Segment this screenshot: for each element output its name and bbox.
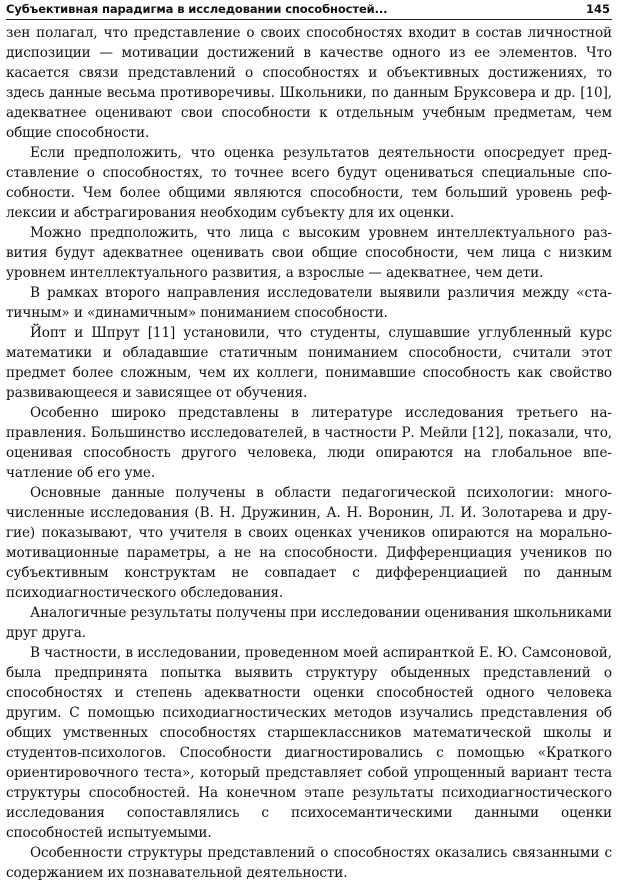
running-title: Субъективная парадигма в исследовании способностей... (6, 2, 388, 16)
body-text (6, 23, 612, 883)
paragraph: Йопт и Шпрут [11] установили, что студенты, слушавшие углубленный курс математики и обладавшие статичным пониманием способности, считали этот предмет более сложным, чем их коллеги, понимавшие способность как свойство развивающееся и зависящее от обучения. (6, 325, 612, 401)
paragraph: В рамках второго направления исследователи выявили различия между «статичным» и «динамичным» пониманием способности. (6, 285, 612, 321)
running-head (6, 0, 612, 20)
paragraph: зен полагал, что представление о своих способностях входит в состав личностной диспозиции — мотивации достижений в качестве одного из ее элементов. Что касается связи представлений о способностях и объективных достижениях, то здесь данные весьма противоречивы. Школьники, по данным Брукcовера и др. [10], адекватнее оценивают свои способности к отдельным учебным предметам, чем общие способности. (6, 25, 612, 141)
paragraph: Если предположить, что оценка результатов деятельности опосредует представление о способностях, то точнее всего будут оцениваться специальные способности. Чем более общими являются способности, тем больший уровень рефлексии и абстрагирования необходим субъекту для их оценки. (6, 145, 612, 221)
paragraph: В частности, в исследовании, проведенном моей аспиранткой Е. Ю. Самсоновой, была предпринята попытка выявить структуру обыденных представлений о способностях и степень адекватности оценки способностей одного человека другим. С помощью психодиагностических методов изучались представления об общих умственных способностях старшеклассников математической школы и студентов-психологов. Способности диагностировались с помощью «Краткого ориентировочного теста», который представляет собой упрощенный вариант теста структуры способностей. На конечном этапе результаты психодиагностического исследования сопоставлялись с психосемантическими данными оценки способностей испытуемыми. (6, 645, 612, 841)
paragraph: Особенности структуры представлений о способностях оказались связанными с содержанием их познавательной деятельности. (6, 845, 612, 881)
paragraph: Особенно широко представлены в литературе исследования третьего направления. Большинство исследователей, в частности Р. Мейли [12], показали, что, оценивая способность другого человека, люди опираются на глобальное впечатление об его уме. (6, 405, 612, 481)
page-number: 145 (585, 2, 610, 16)
paragraph: Основные данные получены в области педагогической психологии: многочисленные исследования (В. Н. Дружинин, А. Н. Воронин, Л. И. Золотарева и другие) показывают, что учителя в своих оценках учеников опираются на морально-мотивационные параметры, а не на способности. Дифференциация учеников по субъективным конструктам не совпадает с дифференциацией по данным психодиагностического обследования. (6, 485, 612, 601)
paragraph: Аналогичные результаты получены при исследовании оценивания школьниками друг друга. (6, 605, 612, 641)
paragraph: Можно предположить, что лица с высоким уровнем интеллектуального развития будут адекватнее оценивать свои общие способности, чем лица с низким уровнем интеллектуального развития, а взрослые — адекватнее, чем дети. (6, 225, 612, 281)
